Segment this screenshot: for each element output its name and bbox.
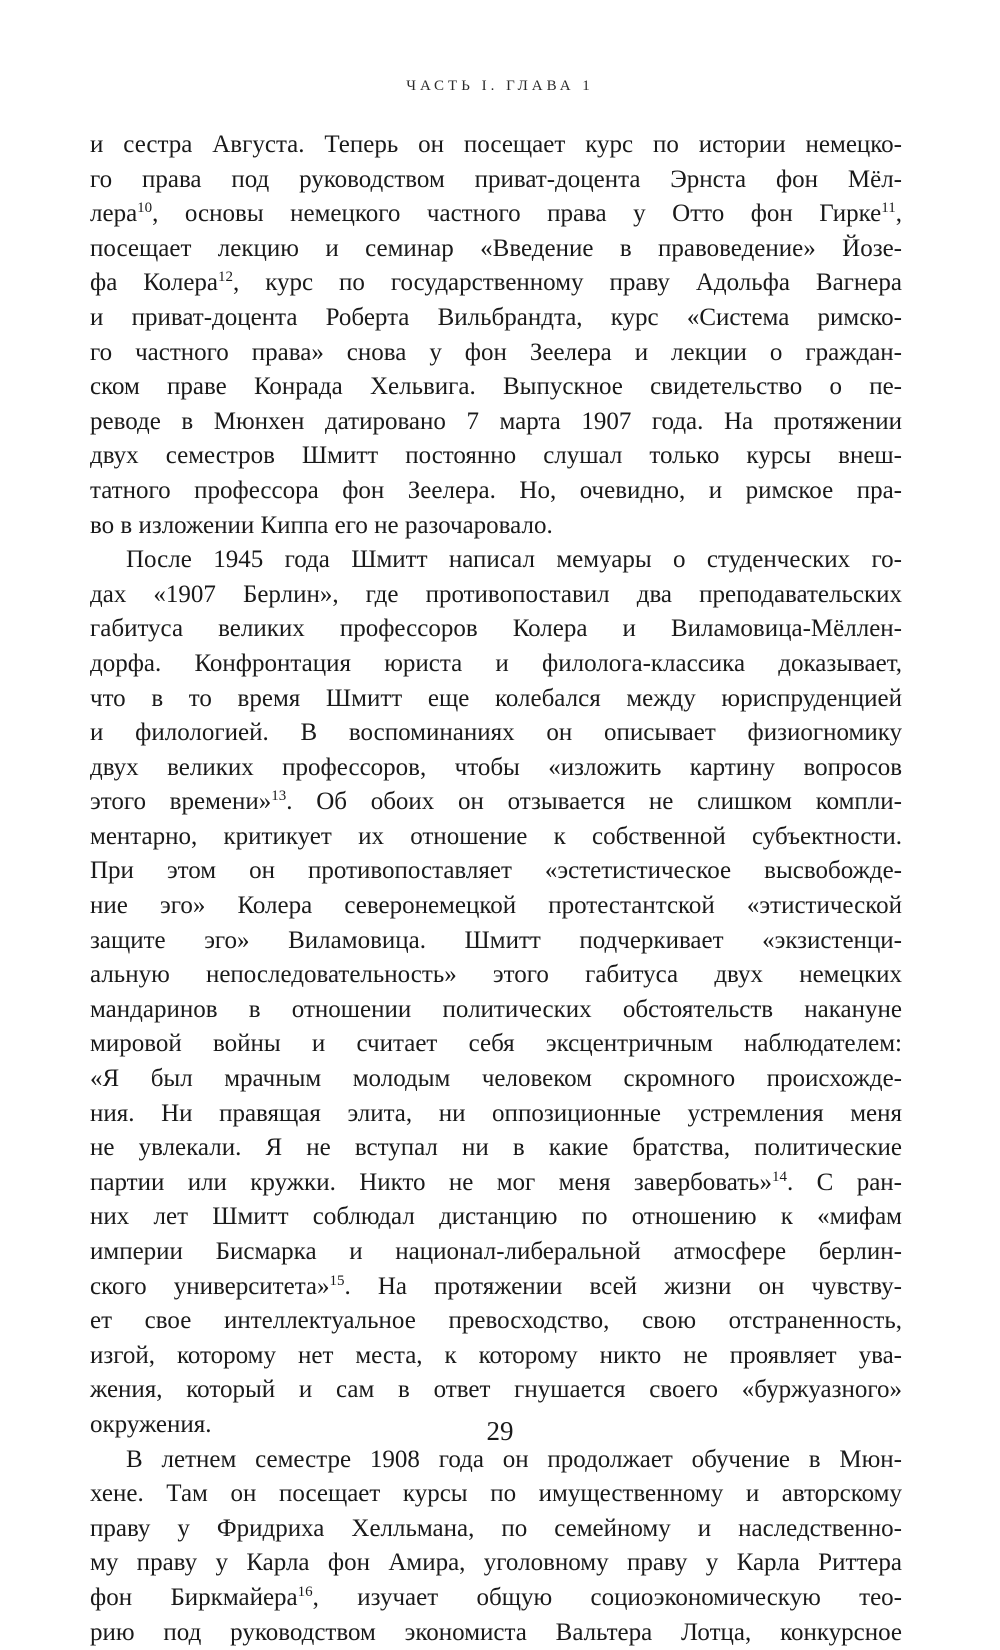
footnote-ref: 16 [297, 1583, 313, 1600]
text-segment: рию под руководством экономиста Вальтера Лотца, конкурсное [90, 1618, 902, 1646]
text-line [90, 889, 902, 924]
text-line [90, 1616, 902, 1650]
text-line [90, 612, 902, 647]
text-segment: и сестра Августа. Теперь он посещает курс по истории немецко- [90, 131, 902, 158]
text-segment: этого времени» [90, 788, 272, 816]
text-segment: ния. Ни правящая элита, ни оппозиционные устремления меня [90, 1099, 902, 1127]
text-segment: ского университета» [90, 1272, 330, 1300]
text-line [90, 474, 902, 509]
text-segment: империи Бисмарка и национал-либеральной атмосфере берлин- [90, 1238, 902, 1265]
text-line [90, 301, 902, 336]
text-segment: , [895, 200, 902, 228]
text-segment: ет свое интеллектуальное превосходство, свою отстраненность, [90, 1307, 902, 1335]
text-segment: фон Биркмайера [90, 1583, 298, 1611]
text-segment: партии или кружки. Никто не мог меня завербовать» [90, 1168, 773, 1196]
text-segment: реводе в Мюнхен датировано 7 марта 1907 года. На протяжении [90, 407, 902, 435]
text-line [90, 751, 902, 786]
text-segment: во в изложении Киппа его не разочаровало. [90, 511, 553, 539]
text-segment: хене. Там он посещает курсы по имущественному и авторскому [90, 1480, 902, 1508]
text-line [90, 1270, 902, 1305]
text-line [90, 1443, 902, 1478]
text-line [90, 1339, 902, 1374]
text-line [90, 820, 902, 855]
text-segment: что в то время Шмитт еще колебался между юриспруденцией [90, 684, 902, 712]
text-line [90, 682, 902, 717]
text-line [90, 197, 902, 232]
text-line [90, 1027, 902, 1062]
text-line [90, 163, 902, 198]
text-segment: ском праве Конрада Хельвига. Выпускное свидетельство о пе- [90, 373, 902, 401]
text-line [90, 1373, 902, 1408]
text-line [90, 1304, 902, 1339]
text-segment: , изучает общую социоэкономическую тео- [312, 1583, 902, 1611]
text-segment: габитуса великих профессоров Колера и Виламовица-Мёллен- [90, 615, 902, 643]
text-line [90, 993, 902, 1028]
text-segment: не увлекали. Я не вступал ни в какие братства, политические [90, 1134, 902, 1162]
text-line [90, 578, 902, 613]
text-segment: защите эго» Виламовица. Шмитт подчеркивает «экзистенци- [90, 926, 902, 954]
text-segment: лера [90, 200, 138, 228]
text-segment: го права под руководством приват-доцента Эрнста фон Мёл- [90, 165, 902, 193]
text-segment: мировой войны и считает себя эксцентричным наблюдателем: [90, 1030, 902, 1058]
text-segment: праву у Фридриха Хелльмана, по семейному и наследственно- [90, 1514, 902, 1542]
text-line [90, 1235, 902, 1270]
text-line [90, 509, 902, 544]
text-line [90, 370, 902, 405]
text-line [90, 1512, 902, 1547]
text-segment: окружения. [90, 1410, 212, 1438]
footnote-ref: 11 [881, 200, 896, 217]
text-segment: мандаринов в отношении политических обстоятельств накануне [90, 995, 902, 1023]
text-segment: , курс по государственному праву Адольфа Вагнера [233, 269, 902, 297]
footnote-ref: 10 [137, 200, 153, 217]
text-segment: двух великих профессоров, чтобы «изложить картину вопросов [90, 753, 902, 781]
text-segment: и приват-доцента Роберта Вильбрандта, курс «Система римско- [90, 303, 902, 331]
text-line [90, 336, 902, 371]
text-segment: них лет Шмитт соблюдал дистанцию по отношению к «мифам [90, 1203, 902, 1231]
text-line [90, 854, 902, 889]
text-segment: альную непоследовательность» этого габитуса двух немецких [90, 961, 902, 989]
text-line [90, 1581, 902, 1616]
text-segment: фа Колера [90, 269, 219, 297]
text-line [90, 647, 902, 682]
page-number: 29 [486, 1416, 514, 1446]
footnote-ref: 15 [329, 1272, 345, 1289]
text-line [90, 1062, 902, 1097]
text-line [90, 716, 902, 751]
text-line [90, 958, 902, 993]
text-segment: татного профессора фон Зеелера. Но, очевидно, и римское пра- [90, 476, 902, 504]
text-segment: жения, который и сам в ответ гнушается своего «буржуазного» [90, 1376, 902, 1404]
text-line [90, 128, 902, 163]
text-segment: двух семестров Шмитт постоянно слушал только курсы внеш- [90, 442, 902, 470]
text-line [90, 785, 902, 820]
footnote-ref: 13 [271, 788, 287, 805]
footnote-ref: 12 [218, 269, 234, 286]
text-segment: ние эго» Колера северонемецкой протестантской «этистической [90, 892, 902, 920]
text-line [90, 1546, 902, 1581]
text-line [90, 232, 902, 267]
text-segment: . На протяжении всей жизни он чувству- [344, 1272, 902, 1300]
text-segment: ментарно, критикует их отношение к собственной субъектности. [90, 822, 902, 850]
text-segment: посещает лекцию и семинар «Введение в правоведение» Йозе- [90, 234, 902, 262]
text-segment: При этом он противопоставляет «эстетистическое высвобожде- [90, 857, 902, 885]
text-line [90, 1166, 902, 1201]
text-segment: дорфа. Конфронтация юриста и филолога-классика доказывает, [90, 649, 902, 677]
text-line [90, 266, 902, 301]
text-line [90, 405, 902, 440]
text-segment: изгой, которому нет места, к которому никто не проявляет ува- [90, 1341, 902, 1369]
text-line [90, 1200, 902, 1235]
text-segment: дах «1907 Берлин», где противопоставил два преподавательских [90, 580, 902, 608]
text-segment: , основы немецкого частного права у Отто фон Гирке [152, 200, 882, 228]
text-segment: и филологией. В воспоминаниях он описывает физиогномику [90, 719, 902, 747]
text-line [90, 924, 902, 959]
text-line [90, 1131, 902, 1166]
text-segment: После 1945 года Шмитт написал мемуары о студенческих го- [126, 546, 902, 574]
text-line [90, 1097, 902, 1132]
text-segment: «Я был мрачным молодым человеком скромного происхожде- [90, 1065, 902, 1093]
text-line [90, 439, 902, 474]
footnote-ref: 14 [772, 1168, 788, 1185]
text-segment: . С ран- [787, 1168, 903, 1196]
text-segment: му праву у Карла фон Амира, уголовному праву у Карла Риттера [90, 1549, 902, 1577]
running-head: ЧАСТЬ I. ГЛАВА 1 [406, 78, 594, 94]
text-line [90, 543, 902, 578]
text-segment: В летнем семестре 1908 года он продолжает обучение в Мюн- [126, 1445, 902, 1473]
text-segment: . Об обоих он отзывается не слишком компли- [286, 788, 902, 816]
text-line [90, 1477, 902, 1512]
text-segment: го частного права» снова у фон Зеелера и лекции о граждан- [90, 338, 902, 366]
